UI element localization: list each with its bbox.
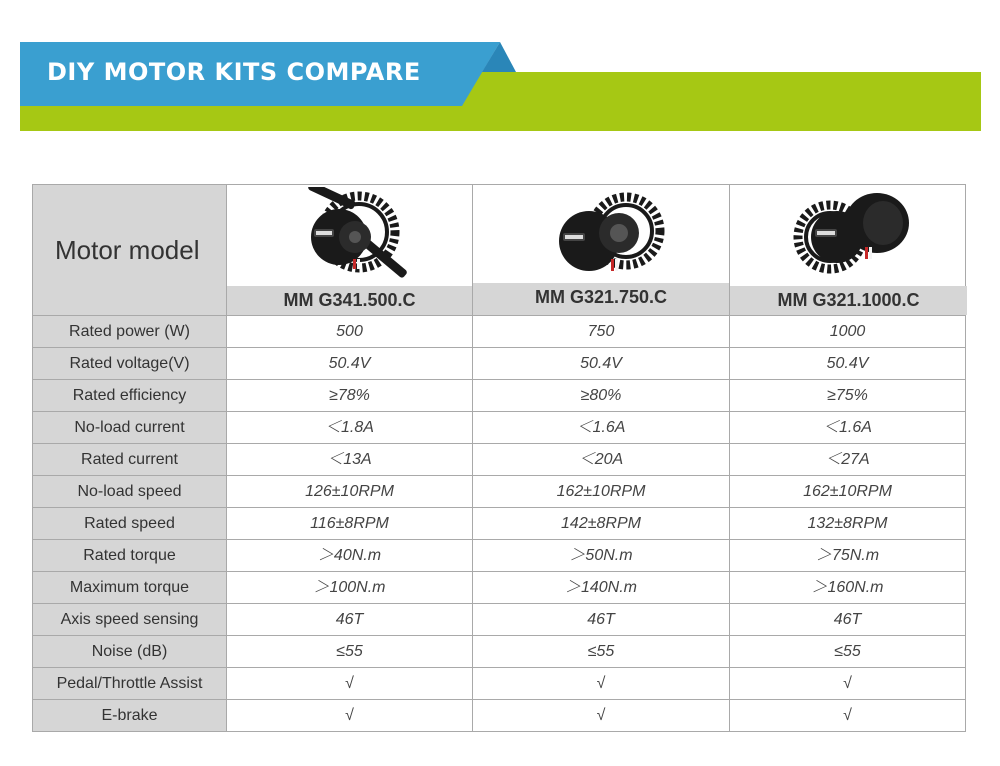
row-label: E-brake <box>33 700 227 731</box>
table-cell: 1000 <box>829 323 866 340</box>
table-cell: ≥75% <box>827 387 868 404</box>
table-row <box>33 667 965 699</box>
table-cell: 126±10RPM <box>227 476 473 507</box>
header-banner <box>0 0 1000 140</box>
row-label: Rated efficiency <box>33 380 227 411</box>
table-cell: ＞160N.m <box>811 579 884 596</box>
row-label: No-load current <box>33 412 227 443</box>
table-row <box>33 411 965 443</box>
table-cell: 46T <box>473 604 730 635</box>
motor-image-icon <box>541 189 671 281</box>
table-cell: ＜27A <box>825 451 870 468</box>
table-cell: ≥78% <box>227 380 473 411</box>
table-cell: ＞140N.m <box>473 572 730 603</box>
table-row <box>33 315 965 347</box>
table-row <box>33 379 965 411</box>
table-row <box>33 571 965 603</box>
row-label: Noise (dB) <box>33 636 227 667</box>
table-cell: 50.4V <box>826 355 869 372</box>
motor-image-icon <box>785 189 915 281</box>
motor-model-label: Motor model <box>55 235 200 265</box>
product-name-1: MM G341.500.C <box>227 286 472 315</box>
table-cell: ≥80% <box>473 380 730 411</box>
product-name-3: MM G321.1000.C <box>730 286 967 315</box>
row-label: Rated power (W) <box>33 316 227 347</box>
table-cell: 46T <box>833 611 862 628</box>
product-name-2: MM G321.750.C <box>473 283 729 315</box>
table-cell: √ <box>843 675 852 692</box>
row-label: No-load speed <box>33 476 227 507</box>
table-cell: ＞75N.m <box>815 547 880 564</box>
comparison-table <box>32 184 966 732</box>
table-cell: √ <box>227 668 473 699</box>
row-label: Rated torque <box>33 540 227 571</box>
table-row <box>33 347 965 379</box>
table-cell: ≤55 <box>227 636 473 667</box>
product-column-1 <box>227 185 473 315</box>
table-row <box>33 635 965 667</box>
motor-model-header <box>33 185 227 315</box>
table-cell: 116±8RPM <box>227 508 473 539</box>
table-cell: 750 <box>473 316 730 347</box>
page-title: DIY MOTOR KITS COMPARE <box>47 58 421 86</box>
table-cell: 162±10RPM <box>473 476 730 507</box>
row-label: Pedal/Throttle Assist <box>33 668 227 699</box>
row-label: Rated speed <box>33 508 227 539</box>
table-cell: √ <box>473 700 730 731</box>
table-cell: 132±8RPM <box>807 515 888 532</box>
table-cell: √ <box>843 707 852 724</box>
table-cell: ＜13A <box>227 444 473 475</box>
row-label: Rated voltage(V) <box>33 348 227 379</box>
table-cell: ＜20A <box>473 444 730 475</box>
table-cell: ＞40N.m <box>227 540 473 571</box>
table-cell: 50.4V <box>473 348 730 379</box>
table-cell: 50.4V <box>227 348 473 379</box>
table-cell: ＜1.6A <box>473 412 730 443</box>
table-cell: 500 <box>227 316 473 347</box>
table-cell: ＜1.6A <box>823 419 872 436</box>
motor-image-icon <box>287 187 417 287</box>
table-cell: ≤55 <box>834 643 861 660</box>
table-row <box>33 603 965 635</box>
product-image-2 <box>473 185 729 286</box>
row-label: Rated current <box>33 444 227 475</box>
product-column-3 <box>730 185 967 315</box>
table-cell: ＞100N.m <box>227 572 473 603</box>
row-label: Maximum torque <box>33 572 227 603</box>
table-row <box>33 699 965 731</box>
table-cell: √ <box>473 668 730 699</box>
table-cell: ＞50N.m <box>473 540 730 571</box>
row-label: Axis speed sensing <box>33 604 227 635</box>
table-row <box>33 507 965 539</box>
table-cell: ≤55 <box>473 636 730 667</box>
table-row <box>33 443 965 475</box>
product-column-2 <box>473 185 730 315</box>
table-cell: ＜1.8A <box>227 412 473 443</box>
product-image-1 <box>227 185 472 286</box>
table-cell: 162±10RPM <box>803 483 892 500</box>
table-cell: 142±8RPM <box>473 508 730 539</box>
table-row <box>33 539 965 571</box>
product-image-3 <box>730 185 967 286</box>
table-cell: √ <box>227 700 473 731</box>
table-cell: 46T <box>227 604 473 635</box>
table-row <box>33 475 965 507</box>
